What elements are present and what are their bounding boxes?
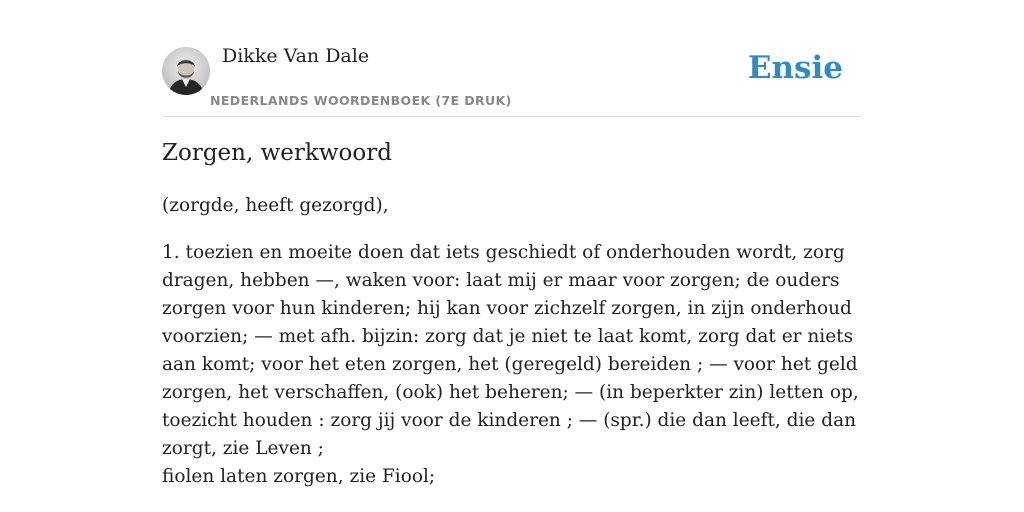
author-avatar[interactable]	[162, 47, 210, 95]
entry-card	[162, 0, 862, 512]
entry-extra: fiolen laten zorgen, zie Fiool;	[162, 466, 436, 487]
entry-forms: (zorgde, heeft gezorgd),	[162, 195, 389, 216]
source-label: NEDERLANDS WOORDENBOEK (7E DRUK)	[210, 93, 512, 108]
author-name[interactable]: Dikke Van Dale	[222, 45, 370, 67]
entry-definition: 1. toezien en moeite doen dat iets geschiedt of onderhouden wordt, zorg dragen, hebben —, waken voor: laat mij er maar voor zorgen; de ouders zorgen voor hun kinderen; hij kan voor zichzelf zorgen, in zijn onderhoud voorzien; — met afh. bijzin: zorg dat je niet te laat komt, zorg dat er niets aan komt; voor het eten zorgen, het (geregeld) bereiden ; — voor het geld zorgen, het verschaffen, (ook) het beheren; — (in beperkter zin) letten op, toezicht houden : zorg jij voor de kinderen ; — (spr.) die dan leeft, die dan zorgt, zie Leven ;	[162, 242, 859, 459]
portrait-image	[162, 47, 210, 95]
entry-header	[162, 0, 862, 117]
entry-headword: Zorgen, werkwoord	[162, 140, 392, 166]
ensie-logo[interactable]: Ensie	[747, 50, 843, 86]
